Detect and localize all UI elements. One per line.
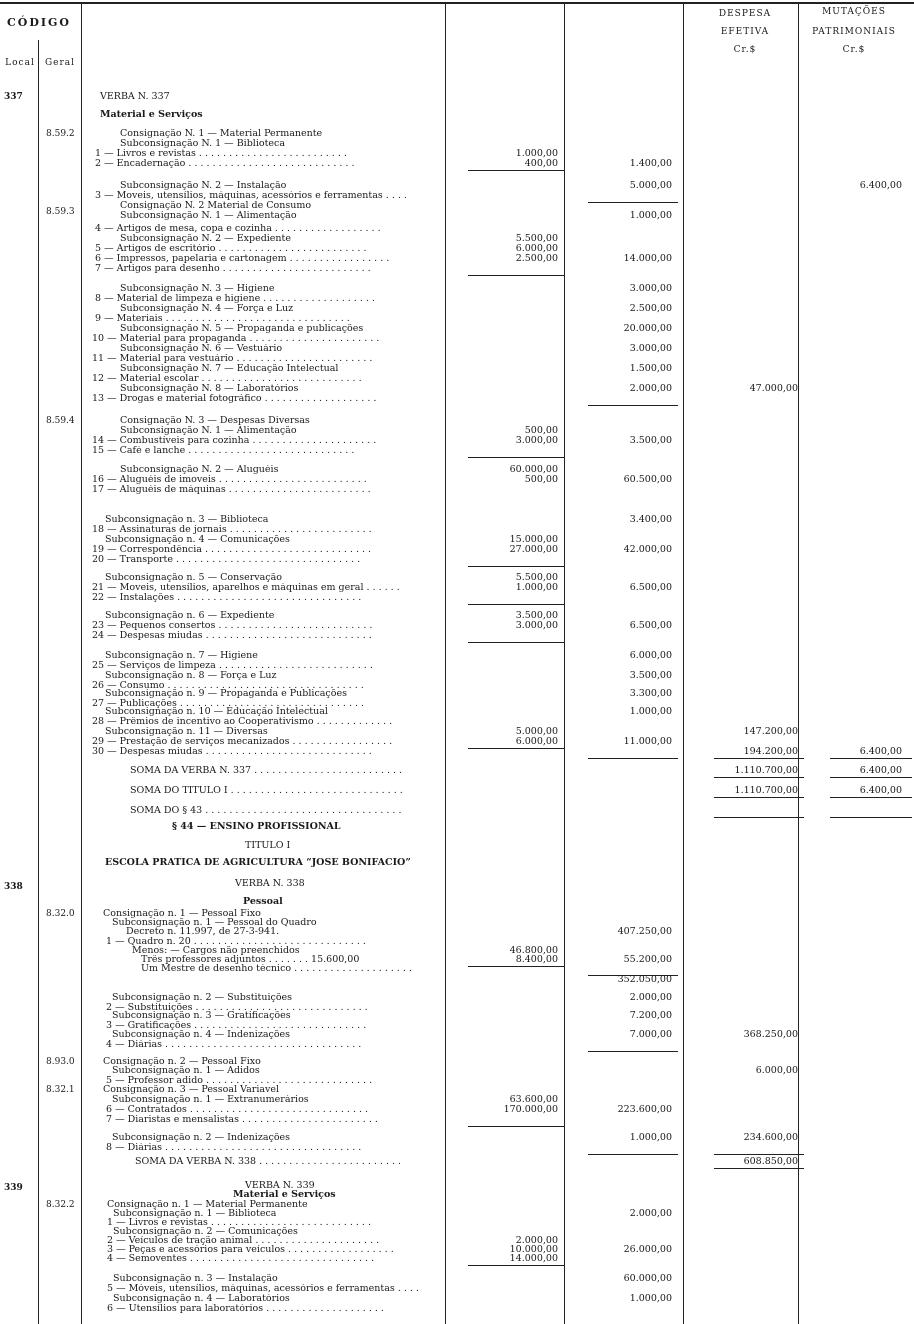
item-description: Pessoal [243, 897, 283, 907]
amount-c1: 1.000,00 [515, 582, 558, 593]
amount-c2: 1.000,00 [629, 1293, 672, 1304]
sum-underline [714, 1154, 804, 1155]
amount-c2: 1.000,00 [629, 1132, 672, 1143]
amount-c2: 3.000,00 [629, 283, 672, 294]
item-description: 3 — Peças e acessórios para veículos . . . . . . . . . . . . . . . . . . [107, 1245, 394, 1255]
item-description: 28 — Prêmios de incentivo ao Cooperativismo . . . . . . . . . . . . . [92, 717, 393, 727]
sum-underline [468, 457, 564, 458]
header-local: Local [5, 58, 35, 68]
amount-c2: 7.000,00 [629, 1029, 672, 1040]
item-description: 1 — Livros e revistas . . . . . . . . . . . . . . . . . . . . . . . . . . . [107, 1218, 371, 1228]
item-description: Consignação n. 1 — Pessoal Fixo [103, 909, 261, 919]
item-description: Subconsignação N. 2 — Aluguéis [120, 465, 279, 475]
item-description: Subconsignação N. 8 — Laboratórios [120, 384, 299, 394]
sum-underline [468, 1265, 564, 1266]
amount-c3: 194.200,00 [743, 746, 798, 757]
header-despesa-1: DESPESA [718, 9, 772, 19]
item-description: 4 — Artigos de mesa, copa e cozinha . . . . . . . . . . . . . . . . . . [95, 224, 381, 234]
geral-code: 8.93.0 [46, 1057, 75, 1067]
amount-c1: 14.000,00 [509, 1253, 558, 1264]
sum-underline [468, 642, 564, 643]
amount-c1: 500,00 [524, 425, 558, 436]
item-description: Subconsignação n. 3 — Biblioteca [105, 515, 269, 525]
sum-underline [588, 1154, 678, 1155]
amount-c1: 27.000,00 [509, 544, 558, 555]
item-description: Consignação n. 2 — Pessoal Fixo [103, 1057, 261, 1067]
item-description: VERBA N. 338 [235, 879, 305, 889]
sum-underline [468, 1126, 564, 1127]
item-description: 10 — Material para propaganda . . . . . . . . . . . . . . . . . . . . . . [92, 334, 380, 344]
geral-code: 8.32.0 [46, 909, 75, 919]
amount-c2: 2.000,00 [629, 383, 672, 394]
amount-c2: 3.500,00 [629, 670, 672, 681]
item-description: 4 — Diárias . . . . . . . . . . . . . . . . . . . . . . . . . . . . . . . . . [106, 1040, 362, 1050]
item-description: 25 — Serviços de limpeza . . . . . . . . . . . . . . . . . . . . . . . . . . [92, 661, 373, 671]
item-description: 9 — Materiais . . . . . . . . . . . . . . . . . . . . . . . . . . . . . . . [95, 314, 350, 324]
item-description: 11 — Material para vestuário . . . . . . . . . . . . . . . . . . . . . . . [92, 354, 373, 364]
item-description: Subconsignação N. 4 — Força e Luz [120, 304, 294, 314]
item-description: Subconsignação N. 2 — Expediente [120, 234, 291, 244]
item-description: VERBA N. 337 [100, 92, 170, 102]
item-description: Subconsignação n. 4 — Indenizações [112, 1030, 291, 1040]
item-description: SOMA DO TÍTULO I . . . . . . . . . . . . . . . . . . . . . . . . . . . . . [130, 786, 403, 796]
header-codigo: CÓDIGO [7, 16, 71, 29]
item-description: 17 — Aluguéis de máquinas . . . . . . . . . . . . . . . . . . . . . . . . [92, 485, 371, 495]
amount-c4: 6.400,00 [859, 746, 902, 757]
sum-underline [714, 1168, 804, 1169]
amount-c2: 3.000,00 [629, 343, 672, 354]
sum-underline [468, 170, 564, 171]
item-description: 6 — Utensílios para laboratórios . . . . . . . . . . . . . . . . . . . . [107, 1304, 384, 1314]
sum-underline [830, 777, 912, 778]
item-description: 2 — Substituições . . . . . . . . . . . . . . . . . . . . . . . . . . . . . [106, 1003, 368, 1013]
item-description: Subconsignação n. 4 — Laboratórios [113, 1294, 290, 1304]
item-description: 8 — Material de limpeza e higiene . . . . . . . . . . . . . . . . . . . [95, 294, 375, 304]
amount-c2: 11.000,00 [623, 736, 672, 747]
item-description: Subconsignação N. 7 — Educação Intelectual [120, 364, 339, 374]
amount-c4: 6.400,00 [859, 785, 902, 796]
amount-c2: 60.500,00 [623, 474, 672, 485]
item-description: 21 — Moveis, utensílios, aparelhos e máquinas em geral . . . . . . [92, 583, 400, 593]
sum-underline [468, 748, 564, 749]
header-geral: Geral [44, 58, 76, 68]
amount-c2: 1.000,00 [629, 210, 672, 221]
item-description: Subconsignação n. 3 — Gratificações [112, 1011, 291, 1021]
item-description: Subconsignação N. 6 — Vestuário [120, 344, 283, 354]
item-description: § 44 — ENSINO PROFISSIONAL [172, 822, 341, 832]
amount-c3: 47.000,00 [749, 383, 798, 394]
item-description: 2 — Encadernação . . . . . . . . . . . . . . . . . . . . . . . . . . . . [95, 159, 355, 169]
item-description: 13 — Drogas e material fotográfico . . . . . . . . . . . . . . . . . . . [92, 394, 377, 404]
amount-c2: 7.200,00 [629, 1010, 672, 1021]
item-description: SOMA DA VERBA N. 337 . . . . . . . . . . . . . . . . . . . . . . . . . [130, 766, 403, 776]
amount-c1: 6.000,00 [515, 243, 558, 254]
amount-c2: 407.250,00 [617, 926, 672, 937]
item-description: 22 — Instalações . . . . . . . . . . . . . . . . . . . . . . . . . . . . . . . [92, 593, 362, 603]
amount-c3: 368.250,00 [743, 1029, 798, 1040]
amount-c2: 2.000,00 [629, 992, 672, 1003]
amount-c2: 20.000,00 [623, 323, 672, 334]
item-description: Consignação N. 3 — Despesas Diversas [120, 416, 310, 426]
item-description: 4 — Semoventes . . . . . . . . . . . . . . . . . . . . . . . . . . . . . . . [107, 1254, 375, 1264]
item-description: Subconsignação n. 10 — Educação Intelectual [105, 707, 328, 717]
col-rule-d [798, 4, 799, 1324]
item-description: 5 — Móveis, utensílios, máquinas, acessórios e ferramentas . . . . [107, 1284, 419, 1294]
item-description: Subconsignação N. 3 — Higiene [120, 284, 275, 294]
amount-c3: 147.200,00 [743, 726, 798, 737]
item-description: 27 — Publicações . . . . . . . . . . . . . . . . . . . . . . . . . . . . . . . [92, 699, 365, 709]
amount-c2: 60.000,00 [623, 1273, 672, 1284]
item-description: Subconsignação n. 2 — Indenizações [112, 1133, 291, 1143]
item-description: Subconsignação n. 1 — Extranumerários [112, 1095, 309, 1105]
amount-c3: 234.600,00 [743, 1132, 798, 1143]
item-description: Subconsignação n. 1 — Pessoal do Quadro [112, 918, 317, 928]
header-mutacoes-2: PATRIMONIAIS [812, 27, 896, 37]
amount-c1: 2.500,00 [515, 253, 558, 264]
col-rule-local [38, 40, 39, 1324]
item-description: Subconsignação n. 5 — Conservação [105, 573, 282, 583]
sum-underline [588, 758, 678, 759]
item-description: 15 — Café e lanche . . . . . . . . . . . . . . . . . . . . . . . . . . . . [92, 446, 355, 456]
item-description: 23 — Pequenos consertos . . . . . . . . . . . . . . . . . . . . . . . . . . [92, 621, 373, 631]
item-description: 30 — Despesas miudas . . . . . . . . . . . . . . . . . . . . . . . . . . . . [92, 747, 372, 757]
amount-c3: 1.110.700,00 [734, 765, 798, 776]
sum-underline [830, 758, 912, 759]
item-description: TÍTULO I [245, 841, 291, 851]
amount-c2: 3.300,00 [629, 688, 672, 699]
item-description: 1 — Livros e revistas . . . . . . . . . . . . . . . . . . . . . . . . . [95, 149, 347, 159]
item-description: 5 — Professor adido . . . . . . . . . . . . . . . . . . . . . . . . . . . . [106, 1076, 373, 1086]
sum-underline [714, 817, 804, 818]
item-description: 20 — Transporte . . . . . . . . . . . . . . . . . . . . . . . . . . . . . . . [92, 555, 361, 565]
amount-c2: 5.000,00 [629, 180, 672, 191]
sum-underline [714, 758, 804, 759]
sum-underline [588, 202, 678, 203]
amount-c4: 6.400,00 [859, 180, 902, 191]
amount-c2: 3.400,00 [629, 514, 672, 525]
item-description: 14 — Combustíveis para cozinha . . . . . . . . . . . . . . . . . . . . . [92, 436, 377, 446]
amount-c2: 2.000,00 [629, 1208, 672, 1219]
header-despesa-2: EFETIVA [720, 27, 770, 37]
sum-underline [588, 1051, 678, 1052]
amount-c1: 8.400,00 [515, 954, 558, 965]
item-description: Subconsignação N. 1 — Alimentação [120, 426, 297, 436]
item-description: 8 — Diárias . . . . . . . . . . . . . . . . . . . . . . . . . . . . . . . . . [106, 1143, 362, 1153]
item-description: Subconsignação N. 2 — Instalação [120, 181, 287, 191]
geral-code: 8.32.1 [46, 1085, 75, 1095]
amount-c2: 6.000,00 [629, 650, 672, 661]
amount-c1: 6.000,00 [515, 736, 558, 747]
sum-underline [830, 797, 912, 798]
amount-c1: 500,00 [524, 474, 558, 485]
geral-code: 8.59.3 [46, 207, 75, 217]
amount-c1: 5.500,00 [515, 233, 558, 244]
amount-c1: 3.500,00 [515, 610, 558, 621]
item-description: 1 — Quadro n. 20 . . . . . . . . . . . . . . . . . . . . . . . . . . . . . [106, 937, 366, 947]
item-description: Consignação N. 2 Material de Consumo [120, 201, 312, 211]
amount-c1: 60.000,00 [509, 464, 558, 475]
item-description: Consignação N. 1 — Material Permanente [120, 129, 323, 139]
item-description: Material e Serviços [100, 110, 203, 120]
amount-c2: 14.000,00 [623, 253, 672, 264]
item-description: Subconsignação n. 8 — Força e Luz [105, 671, 277, 681]
item-description: SOMA DO § 43 . . . . . . . . . . . . . . . . . . . . . . . . . . . . . . . . . [130, 806, 402, 816]
col-rule-c [683, 4, 684, 1324]
amount-c1: 400,00 [524, 158, 558, 169]
sum-underline [830, 817, 912, 818]
item-description: Subconsignação N. 1 — Alimentação [120, 211, 297, 221]
amount-c2: 2.500,00 [629, 303, 672, 314]
item-description: Material e Serviços [233, 1190, 336, 1200]
item-description: 26 — Consumo . . . . . . . . . . . . . . . . . . . . . . . . . . . . . . . . . [92, 681, 364, 691]
sum-underline [588, 405, 678, 406]
item-description: Subconsignação n. 3 — Instalação [113, 1274, 278, 1284]
amount-c1: 3.000,00 [515, 435, 558, 446]
item-description: Subconsignação N. 1 — Biblioteca [120, 139, 286, 149]
item-description: 5 — Artigos de escritório . . . . . . . . . . . . . . . . . . . . . . . . . [95, 244, 367, 254]
header-despesa-3: Cr.$ [733, 45, 757, 55]
amount-c1: 46.800,00 [509, 945, 558, 956]
item-description: 7 — Artigos para desenho . . . . . . . . . . . . . . . . . . . . . . . . . [95, 264, 371, 274]
amount-c2: 223.600,00 [617, 1104, 672, 1115]
item-description: Um Mestre de desenho técnico . . . . . . . . . . . . . . . . . . . . [141, 964, 412, 974]
amount-c3: 608.850,00 [743, 1156, 798, 1167]
item-description: Subconsignação n. 6 — Expediente [105, 611, 275, 621]
amount-c2: 1.400,00 [629, 158, 672, 169]
item-description: 24 — Despesas miudas . . . . . . . . . . . . . . . . . . . . . . . . . . . . [92, 631, 372, 641]
item-description: ESCOLA PRÁTICA DE AGRICULTURA “JOSÉ BONIFÁCIO” [105, 858, 411, 868]
col-rule-b [564, 4, 565, 1324]
amount-c1: 15.000,00 [509, 534, 558, 545]
sum-underline [468, 966, 564, 967]
amount-c3: 6.000,00 [755, 1065, 798, 1076]
col-rule-a [445, 4, 446, 1324]
geral-code: 8.59.4 [46, 416, 75, 426]
item-description: 3 — Moveis, utensílios, máquinas, acessórios e ferramentas . . . . [95, 191, 407, 201]
item-description: Três professores adjuntos . . . . . . . 15.600,00 [141, 955, 360, 965]
item-description: Subconsignação N. 5 — Propaganda e publicações [120, 324, 364, 334]
item-description: VERBA N. 339 [245, 1181, 315, 1191]
sum-underline [714, 797, 804, 798]
item-description: Decreto n. 11.997, de 27-3-941. [126, 927, 280, 937]
sum-underline [468, 604, 564, 605]
sum-underline [714, 777, 804, 778]
item-description: 29 — Prestação de serviços mecanizados . . . . . . . . . . . . . . . . . [92, 737, 393, 747]
local-code: 337 [4, 92, 23, 102]
amount-c2: 1.500,00 [629, 363, 672, 374]
local-code: 339 [4, 1183, 23, 1193]
item-description: Consignação n. 3 — Pessoal Variavel [103, 1085, 280, 1095]
geral-code: 8.32.2 [46, 1200, 75, 1210]
item-description: Consignação n. 1 — Material Permanente [107, 1200, 308, 1210]
sum-underline [468, 275, 564, 276]
amount-c4: 6.400,00 [859, 765, 902, 776]
amount-c2: 55.200,00 [623, 954, 672, 965]
item-description: Subconsignação n. 2 — Substituições [112, 993, 293, 1003]
item-description: SOMA DA VERBA N. 338 . . . . . . . . . . . . . . . . . . . . . . . . [135, 1157, 402, 1167]
amount-c1: 5.000,00 [515, 726, 558, 737]
amount-c1: 3.000,00 [515, 620, 558, 631]
amount-c2: 352.050,00 [617, 974, 672, 985]
item-description: 18 — Assinaturas de jornais . . . . . . . . . . . . . . . . . . . . . . . . [92, 525, 372, 535]
item-description: Menos: — Cargos não preenchidos [132, 946, 300, 956]
amount-c2: 3.500,00 [629, 435, 672, 446]
amount-c1: 10.000,00 [509, 1244, 558, 1255]
amount-c2: 1.000,00 [629, 706, 672, 717]
item-description: 6 — Impressos, papelaria e cartonagem . . . . . . . . . . . . . . . . . [95, 254, 390, 264]
item-description: Subconsignação n. 1 — Biblioteca [113, 1209, 277, 1219]
amount-c1: 2.000,00 [515, 1235, 558, 1246]
header-mutacoes-3: Cr.$ [842, 45, 866, 55]
col-rule-geral [81, 4, 82, 1324]
sum-underline [468, 566, 564, 567]
amount-c1: 1.000,00 [515, 148, 558, 159]
item-description: Subconsignação n. 9 — Propaganda e Publicações [105, 689, 347, 699]
amount-c2: 6.500,00 [629, 582, 672, 593]
amount-c2: 42.000,00 [623, 544, 672, 555]
item-description: 19 — Correspondência . . . . . . . . . . . . . . . . . . . . . . . . . . . . [92, 545, 372, 555]
amount-c1: 63.600,00 [509, 1094, 558, 1105]
item-description: 3 — Gratificações . . . . . . . . . . . . . . . . . . . . . . . . . . . . . [106, 1021, 367, 1031]
item-description: Subconsignação n. 11 — Diversas [105, 727, 268, 737]
item-description: 7 — Diaristas e mensalistas . . . . . . . . . . . . . . . . . . . . . . . [106, 1115, 378, 1125]
item-description: 16 — Aluguéis de imoveis . . . . . . . . . . . . . . . . . . . . . . . . . [92, 475, 367, 485]
amount-c2: 6.500,00 [629, 620, 672, 631]
geral-code: 8.59.2 [46, 129, 75, 139]
item-description: Subconsignação n. 4 — Comunicações [105, 535, 290, 545]
amount-c1: 170.000,00 [503, 1104, 558, 1115]
amount-c1: 5.500,00 [515, 572, 558, 583]
item-description: 6 — Contratados . . . . . . . . . . . . . . . . . . . . . . . . . . . . . . [106, 1105, 369, 1115]
item-description: Subconsignação n. 1 — Adidos [112, 1066, 260, 1076]
item-description: 2 — Veículos de tração animal . . . . . . . . . . . . . . . . . . . . . [107, 1236, 380, 1246]
amount-c3: 1.110.700,00 [734, 785, 798, 796]
item-description: 12 — Material escolar . . . . . . . . . . . . . . . . . . . . . . . . . . . [92, 374, 362, 384]
top-rule [0, 2, 914, 4]
item-description: Subconsignação n. 2 — Comunicações [113, 1227, 298, 1237]
amount-c2: 26.000,00 [623, 1244, 672, 1255]
local-code: 338 [4, 882, 23, 892]
header-mutacoes-1: MUTAÇÕES [822, 7, 886, 17]
item-description: Subconsignação n. 7 — Higiene [105, 651, 258, 661]
